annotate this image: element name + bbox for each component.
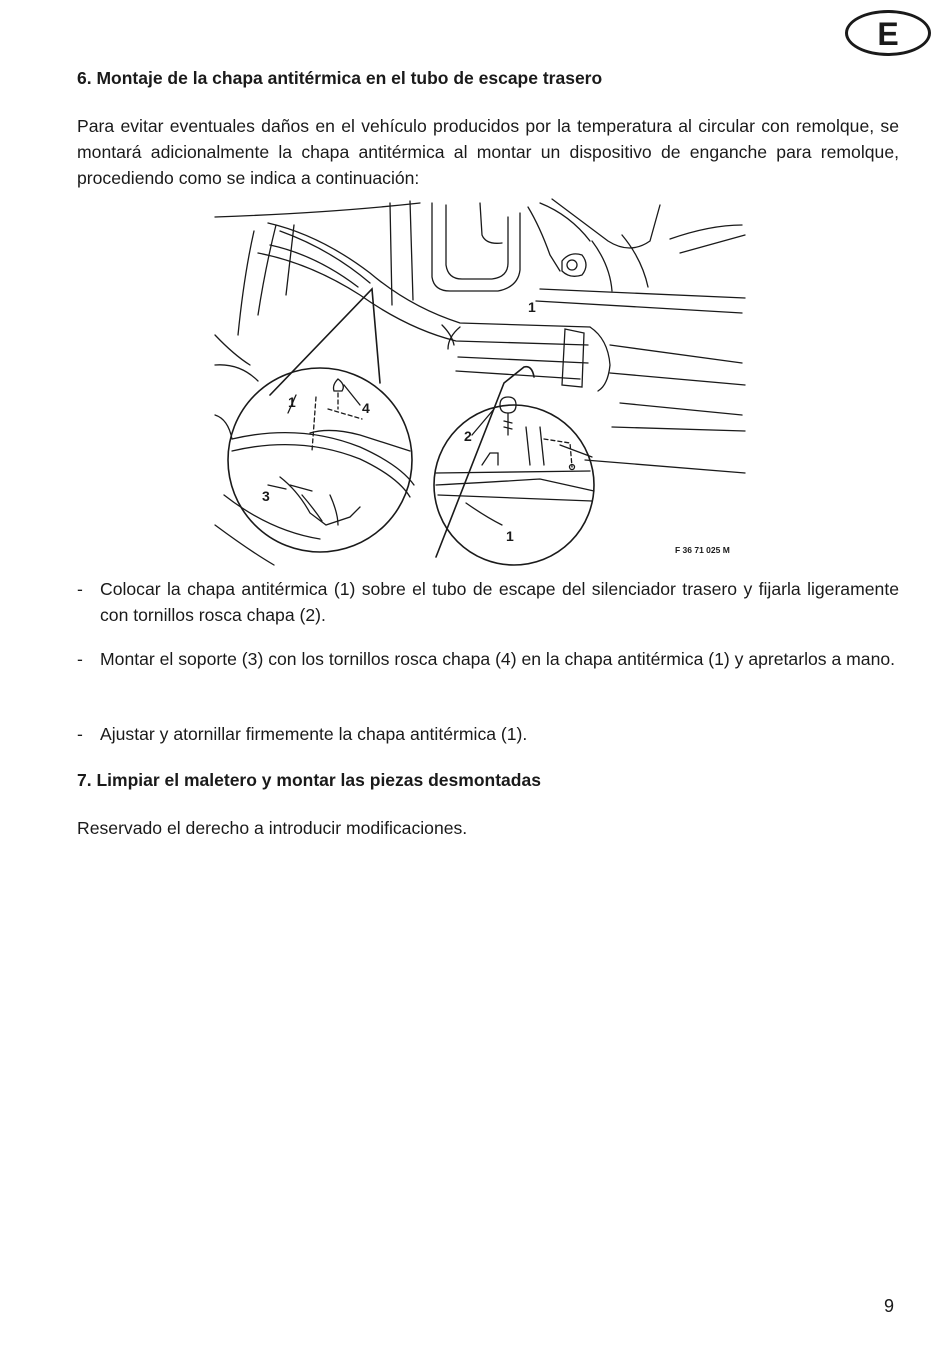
step-text: Ajustar y atornillar firmemente la chapa antitérmica (1). [100, 724, 528, 744]
instruction-step [77, 576, 899, 628]
step-dash: - [77, 724, 83, 744]
section-7-heading: 7. Limpiar el maletero y montar las piezas desmontadas [77, 770, 541, 790]
callout-label: 1 [288, 394, 296, 410]
callout-label: 1 [528, 299, 536, 315]
section-6-heading: 6. Montaje de la chapa antitérmica en el tubo de escape trasero [77, 68, 603, 88]
page-number: 9 [884, 1296, 895, 1316]
disclaimer-note: Reservado el derecho a introducir modificaciones. [77, 818, 468, 838]
step-text: Colocar la chapa antitérmica (1) sobre el tubo de escape del silenciador trasero y fijarla ligeramente con tornillos rosca chapa (2). [100, 579, 899, 625]
step-dash: - [77, 579, 83, 599]
instruction-step [77, 646, 899, 672]
exhaust-heat-shield-illustration [210, 195, 750, 570]
callout-label: 1 [506, 528, 514, 544]
callout-label: 4 [362, 400, 370, 416]
callout-label: 3 [262, 488, 270, 504]
language-badge-letter: E [877, 15, 899, 52]
instruction-step [77, 721, 899, 747]
illustration-callouts [210, 195, 750, 570]
language-badge [845, 10, 931, 56]
section-6-intro: Para evitar eventuales daños en el vehículo producidos por la temperatura al circular con remolque, se montará adicionalmente la chapa antitérmica al montar un dispositivo de enganche para remolque, procediendo como se indica a continuación: [77, 116, 899, 188]
step-dash: - [77, 649, 83, 669]
step-text: Montar el soporte (3) con los tornillos rosca chapa (4) en la chapa antitérmica (1) y apretarlos a mano. [100, 649, 896, 669]
callout-label: 2 [464, 428, 472, 444]
figure-reference-code: F 36 71 025 M [675, 545, 730, 555]
